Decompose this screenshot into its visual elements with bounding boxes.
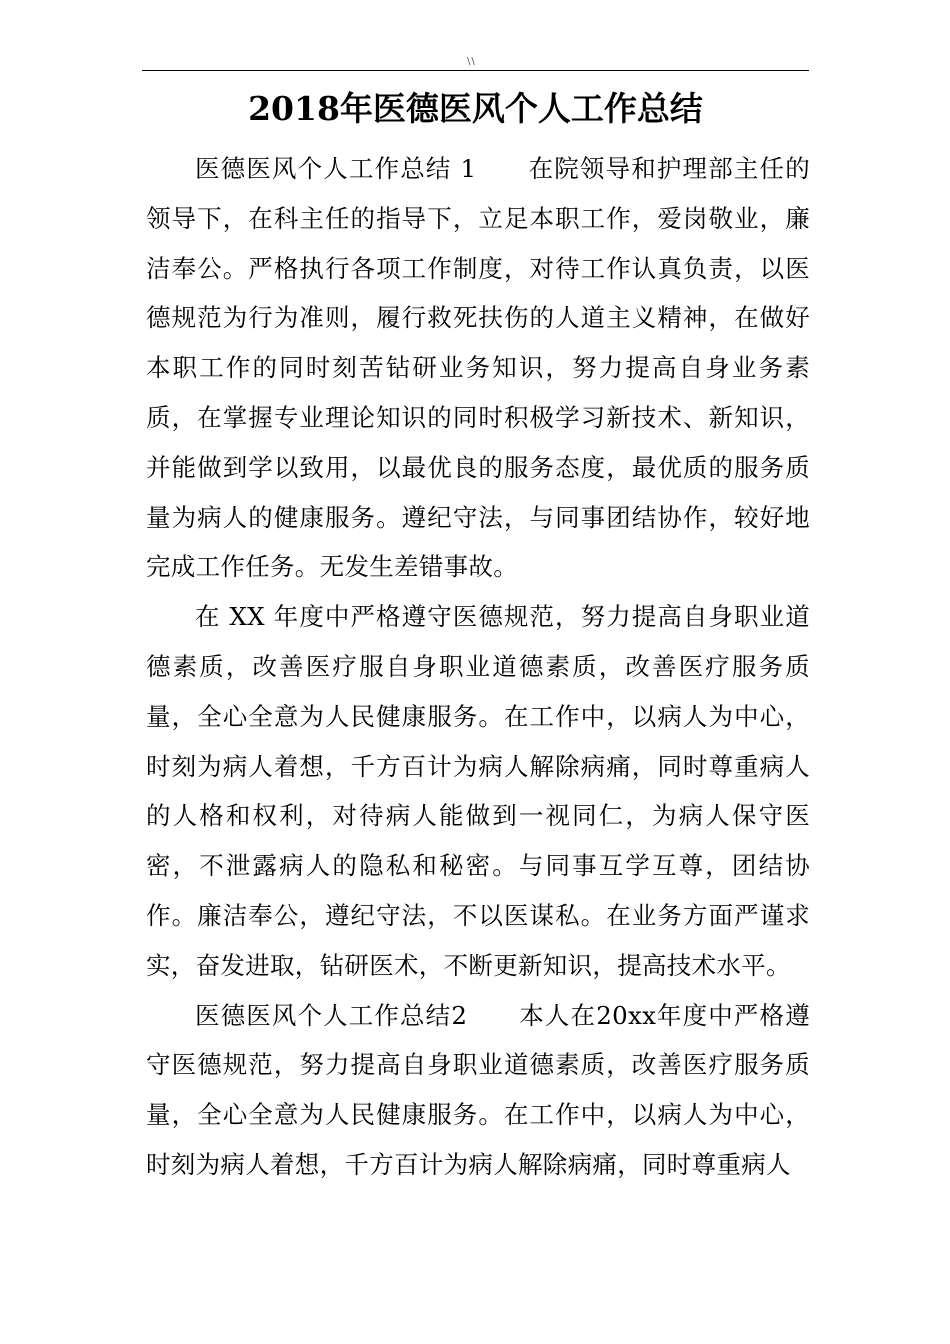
document-body xyxy=(146,144,810,1190)
paragraph-2: 在 XX 年度中严格遵守医德规范，努力提高自身职业道德素质，改善医疗服自身职业道德素质，改善医疗服务质量，全心全意为人民健康服务。在工作中，以病人为中心，时刻为病人着想，千方百计为病人解除病痛，同时尊重病人的人格和权利，对待病人能做到一视同仁，为病人保守医密，不泄露病人的隐私和秘密。与同事互学互尊，团结协作。廉洁奉公，遵纪守法，不以医谋私。在业务方面严谨求实，奋发进取，钻研医术，不断更新知识，提高技术水平。 xyxy=(146,602,810,980)
header-rule xyxy=(142,70,809,71)
paragraph-1: 医德医风个人工作总结 1 在院领导和护理部主任的领导下，在科主任的指导下，立足本职工作，爱岗敬业，廉洁奉公。严格执行各项工作制度，对待工作认真负责，以医德规范为行为准则，履行救死扶伤的人道主义精神，在做好本职工作的同时刻苦钻研业务知识，努力提高自身业务素质，在掌握专业理论知识的同时积极学习新技术、新知识，并能做到学以致用，以最优良的服务态度，最优质的服务质量为病人的健康服务。遵纪守法，与同事团结协作，较好地完成工作任务。无发生差错事故。 xyxy=(146,154,810,582)
header-mark: \\ xyxy=(467,56,476,67)
document-title: 2018年医德医风个人工作总结 xyxy=(248,89,703,128)
paragraph-3: 医德医风个人工作总结2 本人在20xx年度中严格遵守医德规范，努力提高自身职业道德素质，改善医疗服务质量，全心全意为人民健康服务。在工作中，以病人为中心，时刻为病人着想，千方百计为病人解除病痛，同时尊重病人 xyxy=(146,1000,810,1179)
